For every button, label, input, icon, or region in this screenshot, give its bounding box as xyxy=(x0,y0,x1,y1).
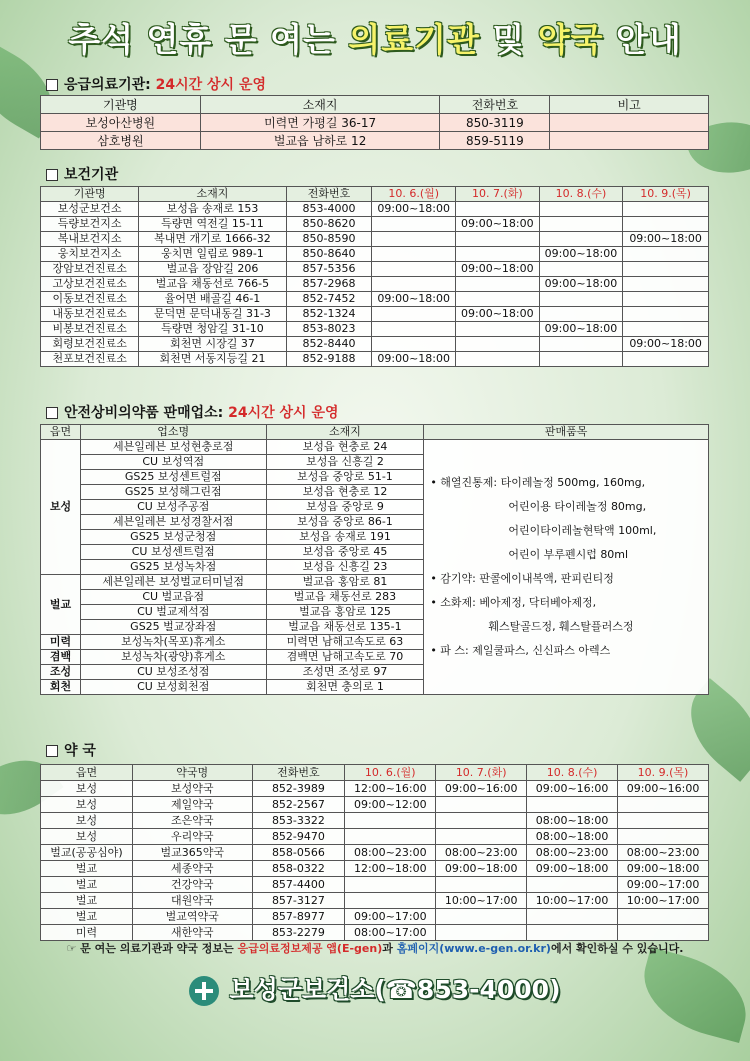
table-cell: 건강약국 xyxy=(132,877,252,893)
store-name: GS25 보성군청점 xyxy=(80,530,266,545)
section-emergency xyxy=(46,74,266,94)
table-cell xyxy=(623,277,709,292)
table-cell xyxy=(372,247,456,262)
sales-item-line: • 파 스: 제일쿨파스, 신신파스 아렉스 xyxy=(430,644,611,657)
table-cell xyxy=(618,925,709,941)
table-cell xyxy=(618,829,709,845)
table-cell: 09:00~18:00 xyxy=(539,322,623,337)
column-header: 판매품목 xyxy=(424,425,709,440)
table-cell: 득량면 청암길 31-10 xyxy=(139,322,286,337)
table-cell xyxy=(539,292,623,307)
table-row xyxy=(41,217,709,232)
table-cell: 08:00~23:00 xyxy=(527,845,618,861)
checkbox-icon xyxy=(46,169,58,181)
table-cell xyxy=(618,909,709,925)
page-title xyxy=(0,14,750,61)
store-address: 보성읍 중앙로 86-1 xyxy=(266,515,424,530)
table-cell xyxy=(456,277,540,292)
table-cell: 회천면 시장길 37 xyxy=(139,337,286,352)
table-cell: 09:00~18:00 xyxy=(456,217,540,232)
table-cell: 고상보건진료소 xyxy=(41,277,139,292)
table-cell: 852-9470 xyxy=(252,829,345,845)
table-cell: 미력면 가평길 36-17 xyxy=(200,114,440,132)
table-cell: 852-3989 xyxy=(252,781,345,797)
store-name: 세븐일레븐 보성현충로점 xyxy=(80,440,266,455)
store-address: 벌교읍 채동선로 283 xyxy=(266,590,424,605)
table-cell: 853-2279 xyxy=(252,925,345,941)
table-cell: 857-5356 xyxy=(286,262,372,277)
title-text: 추석 연휴 문 여는 xyxy=(68,20,349,59)
table-cell: 857-3127 xyxy=(252,893,345,909)
note-website[interactable]: 홈페이지(www.e-gen.or.kr) xyxy=(396,942,551,955)
section-stores xyxy=(46,402,339,422)
table-cell xyxy=(527,797,618,813)
info-note xyxy=(0,940,750,956)
table-cell: 857-4400 xyxy=(252,877,345,893)
column-header: 10. 7.(화) xyxy=(436,765,527,781)
checkbox-icon xyxy=(46,745,58,757)
table-cell: 천포보건진료소 xyxy=(41,352,139,367)
table-row xyxy=(41,893,709,909)
table-cell: 853-4000 xyxy=(286,202,372,217)
table-cell: 내동보건진료소 xyxy=(41,307,139,322)
table-cell: 09:00~16:00 xyxy=(618,781,709,797)
store-name: 보성녹차(광양)휴게소 xyxy=(80,650,266,665)
table-cell: 09:00~12:00 xyxy=(345,797,436,813)
table-cell: 857-8977 xyxy=(252,909,345,925)
stores-table xyxy=(40,424,709,695)
table-cell xyxy=(345,813,436,829)
store-name: 세븐일레븐 보성경찰서점 xyxy=(80,515,266,530)
table-cell: 08:00~23:00 xyxy=(436,845,527,861)
table-cell: 859-5119 xyxy=(440,132,550,150)
column-header: 비고 xyxy=(550,96,709,114)
store-name: GS25 보성녹차점 xyxy=(80,560,266,575)
table-cell: 08:00~17:00 xyxy=(345,925,436,941)
table-cell: 08:00~18:00 xyxy=(527,813,618,829)
store-address: 보성읍 현충로 12 xyxy=(266,485,424,500)
table-cell: 09:00~17:00 xyxy=(345,909,436,925)
table-cell xyxy=(527,877,618,893)
table-cell xyxy=(456,247,540,262)
table-cell: 삼호병원 xyxy=(41,132,201,150)
table-row xyxy=(41,781,709,797)
table-cell: 10:00~17:00 xyxy=(436,893,527,909)
store-name: CU 보성회천점 xyxy=(80,680,266,695)
table-cell: 850-3119 xyxy=(440,114,550,132)
store-address: 벌교읍 홍암로 125 xyxy=(266,605,424,620)
table-cell: 09:00~18:00 xyxy=(623,337,709,352)
column-header: 전화번호 xyxy=(252,765,345,781)
store-address: 보성읍 송재로 191 xyxy=(266,530,424,545)
store-name: GS25 보성해그린점 xyxy=(80,485,266,500)
title-text: 안내 xyxy=(603,20,682,59)
store-name: CU 보성조성점 xyxy=(80,665,266,680)
table-row xyxy=(41,132,709,150)
table-cell: 09:00~18:00 xyxy=(456,307,540,322)
table-cell xyxy=(372,307,456,322)
table-cell: 벌교읍 채동선로 766-5 xyxy=(139,277,286,292)
table-cell: 벌교 xyxy=(41,877,133,893)
section-pharmacy xyxy=(46,740,96,760)
column-header: 읍면 xyxy=(41,765,133,781)
region-cell: 보성 xyxy=(41,440,81,575)
store-name: CU 보성주공점 xyxy=(80,500,266,515)
pharmacy-table xyxy=(40,764,709,941)
section-label: 약 국 xyxy=(64,743,96,759)
column-header: 10. 6.(월) xyxy=(345,765,436,781)
section-label: 안전상비의약품 판매업소: xyxy=(64,405,229,421)
store-address: 회천면 충의로 1 xyxy=(266,680,424,695)
table-cell: 율어면 배골길 46-1 xyxy=(139,292,286,307)
table-cell: 보성군보건소 xyxy=(41,202,139,217)
table-cell: 12:00~16:00 xyxy=(345,781,436,797)
table-cell: 벌교읍 장암길 206 xyxy=(139,262,286,277)
footer-contact: 보성군보건소(☎853-4000) xyxy=(229,975,561,1004)
table-cell: 852-7452 xyxy=(286,292,372,307)
table-cell: 득량보건지소 xyxy=(41,217,139,232)
table-row xyxy=(41,845,709,861)
table-cell: 미력 xyxy=(41,925,133,941)
table-cell xyxy=(436,909,527,925)
table-cell: 이동보건진료소 xyxy=(41,292,139,307)
region-cell: 벌교 xyxy=(41,575,81,635)
column-header: 전화번호 xyxy=(440,96,550,114)
table-cell xyxy=(539,352,623,367)
table-row xyxy=(41,262,709,277)
sales-item-line: 훼스탈골드정, 훼스탈플러스정 xyxy=(488,620,634,633)
table-cell xyxy=(550,132,709,150)
column-header: 10. 6.(월) xyxy=(372,187,456,202)
column-header: 10. 9.(목) xyxy=(618,765,709,781)
column-header: 10. 7.(화) xyxy=(456,187,540,202)
table-cell xyxy=(372,322,456,337)
table-cell: 비봉보건진료소 xyxy=(41,322,139,337)
store-address: 보성읍 신흥길 23 xyxy=(266,560,424,575)
section-label: 응급의료기관: xyxy=(64,77,156,93)
table-cell xyxy=(456,322,540,337)
region-cell: 겸백 xyxy=(41,650,81,665)
table-cell: 09:00~18:00 xyxy=(618,861,709,877)
table-cell xyxy=(345,893,436,909)
table-cell: 09:00~18:00 xyxy=(623,232,709,247)
table-cell: 벌교읍 남하로 12 xyxy=(200,132,440,150)
sales-item-line: 어린이용 타이레놀정 80mg, xyxy=(508,500,647,513)
table-cell: 벌교365약국 xyxy=(132,845,252,861)
column-header: 10. 8.(수) xyxy=(539,187,623,202)
table-cell: 벌교 xyxy=(41,861,133,877)
sales-item-line: 어린이타이레놀현탁액 100ml, xyxy=(508,524,657,537)
table-cell: 12:00~18:00 xyxy=(345,861,436,877)
section-label: 보건기관 xyxy=(64,167,119,183)
table-cell: 09:00~17:00 xyxy=(618,877,709,893)
table-cell xyxy=(527,925,618,941)
note-text: ☞ 문 여는 의료기관과 약국 정보는 xyxy=(66,942,238,955)
table-row xyxy=(41,813,709,829)
sales-items-cell xyxy=(424,440,709,695)
table-cell xyxy=(623,307,709,322)
health-center-logo-icon xyxy=(189,976,219,1006)
table-cell xyxy=(436,813,527,829)
table-row xyxy=(41,861,709,877)
store-address: 겸백면 남해고속도로 70 xyxy=(266,650,424,665)
table-cell: 858-0322 xyxy=(252,861,345,877)
table-cell xyxy=(456,232,540,247)
note-text: 에서 확인하실 수 있습니다. xyxy=(550,942,684,955)
table-row xyxy=(41,925,709,941)
table-cell: 복내보건지소 xyxy=(41,232,139,247)
table-cell: 문덕면 문덕내동길 31-3 xyxy=(139,307,286,322)
title-text: 및 xyxy=(479,20,538,59)
table-row xyxy=(41,322,709,337)
table-cell: 벌교(공공심야) xyxy=(41,845,133,861)
table-cell xyxy=(623,217,709,232)
table-cell xyxy=(436,877,527,893)
table-row xyxy=(41,202,709,217)
footer xyxy=(0,970,750,1006)
table-cell: 852-1324 xyxy=(286,307,372,322)
table-cell: 08:00~23:00 xyxy=(618,845,709,861)
table-cell: 09:00~18:00 xyxy=(372,292,456,307)
table-cell xyxy=(456,337,540,352)
store-address: 벌교읍 홍암로 81 xyxy=(266,575,424,590)
table-cell: 09:00~18:00 xyxy=(372,202,456,217)
table-cell xyxy=(539,337,623,352)
table-cell: 09:00~18:00 xyxy=(372,352,456,367)
table-cell xyxy=(456,352,540,367)
table-row xyxy=(41,337,709,352)
store-address: 조성면 조성로 97 xyxy=(266,665,424,680)
store-address: 보성읍 신흥길 2 xyxy=(266,455,424,470)
table-row xyxy=(41,277,709,292)
table-cell: 벌교역약국 xyxy=(132,909,252,925)
store-name: 세븐일레븐 보성벌교터미널점 xyxy=(80,575,266,590)
table-cell: 세종약국 xyxy=(132,861,252,877)
table-cell: 852-8440 xyxy=(286,337,372,352)
table-cell: 벌교 xyxy=(41,909,133,925)
table-cell xyxy=(372,262,456,277)
table-cell xyxy=(372,337,456,352)
table-cell xyxy=(456,202,540,217)
table-row xyxy=(41,829,709,845)
table-cell: 우리약국 xyxy=(132,829,252,845)
column-header: 읍면 xyxy=(41,425,81,440)
table-cell: 웅치보건지소 xyxy=(41,247,139,262)
table-cell xyxy=(618,813,709,829)
store-address: 벌교읍 채동선로 135-1 xyxy=(266,620,424,635)
table-cell: 853-3322 xyxy=(252,813,345,829)
table-row xyxy=(41,877,709,893)
table-cell: 09:00~18:00 xyxy=(539,277,623,292)
table-cell: 보성 xyxy=(41,797,133,813)
store-address: 보성읍 중앙로 45 xyxy=(266,545,424,560)
table-cell: 850-8620 xyxy=(286,217,372,232)
table-cell: 보성약국 xyxy=(132,781,252,797)
table-row xyxy=(41,440,709,455)
table-cell: 조은약국 xyxy=(132,813,252,829)
table-cell xyxy=(539,217,623,232)
table-cell: 제일약국 xyxy=(132,797,252,813)
store-address: 보성읍 현충로 24 xyxy=(266,440,424,455)
health-table xyxy=(40,186,709,367)
store-address: 보성읍 중앙로 9 xyxy=(266,500,424,515)
store-name: CU 보성센트럴점 xyxy=(80,545,266,560)
table-cell xyxy=(436,925,527,941)
table-row xyxy=(41,909,709,925)
table-cell: 웅치면 일림로 989-1 xyxy=(139,247,286,262)
store-name: CU 벌교읍점 xyxy=(80,590,266,605)
table-cell xyxy=(456,292,540,307)
store-name: GS25 보성센트럴점 xyxy=(80,470,266,485)
section-label-highlight: 24시간 상시 운영 xyxy=(228,405,339,421)
table-cell xyxy=(623,352,709,367)
table-cell: 득량면 역전길 15-11 xyxy=(139,217,286,232)
column-header: 전화번호 xyxy=(286,187,372,202)
column-header: 기관명 xyxy=(41,96,201,114)
table-cell xyxy=(372,232,456,247)
table-cell: 보성아산병원 xyxy=(41,114,201,132)
table-row xyxy=(41,114,709,132)
table-cell xyxy=(345,829,436,845)
table-cell: 852-2567 xyxy=(252,797,345,813)
table-cell: 대원약국 xyxy=(132,893,252,909)
table-cell xyxy=(623,292,709,307)
table-cell: 09:00~18:00 xyxy=(436,861,527,877)
sales-item-line: 어린이 부루펜시럽 80ml xyxy=(508,548,629,561)
table-row xyxy=(41,352,709,367)
column-header: 약국명 xyxy=(132,765,252,781)
sales-item-line: • 해열진통제: 타이레놀정 500mg, 160mg, xyxy=(430,476,646,489)
table-cell xyxy=(539,307,623,322)
table-cell: 09:00~18:00 xyxy=(527,861,618,877)
checkbox-icon xyxy=(46,407,58,419)
table-cell: 복내면 개기로 1666-32 xyxy=(139,232,286,247)
table-cell xyxy=(623,262,709,277)
checkbox-icon xyxy=(46,79,58,91)
note-text: 과 xyxy=(382,942,397,955)
table-cell xyxy=(623,202,709,217)
column-header: 소재지 xyxy=(200,96,440,114)
table-cell: 850-8590 xyxy=(286,232,372,247)
table-cell xyxy=(618,797,709,813)
table-cell: 09:00~16:00 xyxy=(436,781,527,797)
region-cell: 조성 xyxy=(41,665,81,680)
table-cell: 09:00~18:00 xyxy=(456,262,540,277)
sales-item-line: • 감기약: 판콜에이내복액, 판피린티정 xyxy=(430,572,614,585)
table-row xyxy=(41,292,709,307)
emergency-table xyxy=(40,95,709,150)
store-name: 보성녹차(목포)휴게소 xyxy=(80,635,266,650)
table-cell: 10:00~17:00 xyxy=(527,893,618,909)
section-label-highlight: 24시간 상시 운영 xyxy=(155,77,266,93)
table-row xyxy=(41,247,709,262)
table-cell xyxy=(345,877,436,893)
table-cell: 09:00~18:00 xyxy=(539,247,623,262)
table-cell: 853-8023 xyxy=(286,322,372,337)
section-health xyxy=(46,164,118,184)
table-cell: 10:00~17:00 xyxy=(618,893,709,909)
table-row xyxy=(41,307,709,322)
table-row xyxy=(41,232,709,247)
table-cell xyxy=(372,277,456,292)
table-cell: 보성읍 송재로 153 xyxy=(139,202,286,217)
table-cell xyxy=(527,909,618,925)
store-address: 미력면 남해고속도로 63 xyxy=(266,635,424,650)
table-cell xyxy=(623,247,709,262)
table-cell xyxy=(539,232,623,247)
table-cell: 보성 xyxy=(41,781,133,797)
table-cell: 장암보건진료소 xyxy=(41,262,139,277)
table-cell: 회천면 서동지등길 21 xyxy=(139,352,286,367)
title-highlight: 약국 xyxy=(537,20,604,59)
table-cell: 벌교 xyxy=(41,893,133,909)
table-cell: 852-9188 xyxy=(286,352,372,367)
table-cell: 850-8640 xyxy=(286,247,372,262)
column-header: 10. 9.(목) xyxy=(623,187,709,202)
table-row xyxy=(41,797,709,813)
region-cell: 미력 xyxy=(41,635,81,650)
store-name: GS25 벌교장좌점 xyxy=(80,620,266,635)
table-cell: 857-2968 xyxy=(286,277,372,292)
table-cell xyxy=(539,262,623,277)
table-cell: 09:00~16:00 xyxy=(527,781,618,797)
table-cell: 858-0566 xyxy=(252,845,345,861)
table-cell: 08:00~18:00 xyxy=(527,829,618,845)
column-header: 10. 8.(수) xyxy=(527,765,618,781)
table-cell: 보성 xyxy=(41,829,133,845)
table-cell xyxy=(539,202,623,217)
region-cell: 회천 xyxy=(41,680,81,695)
table-cell xyxy=(550,114,709,132)
column-header: 기관명 xyxy=(41,187,139,202)
table-cell: 보성 xyxy=(41,813,133,829)
table-cell: 새한약국 xyxy=(132,925,252,941)
table-cell: 회령보건진료소 xyxy=(41,337,139,352)
column-header: 업소명 xyxy=(80,425,266,440)
sales-item-line: • 소화제: 베아제정, 닥터베아제정, xyxy=(430,596,597,609)
column-header: 소재지 xyxy=(139,187,286,202)
note-app-name: 응급의료정보제공 앱(E-gen) xyxy=(237,942,383,955)
store-name: CU 벌교제석점 xyxy=(80,605,266,620)
store-address: 보성읍 중앙로 51-1 xyxy=(266,470,424,485)
table-cell xyxy=(436,797,527,813)
table-cell xyxy=(436,829,527,845)
table-cell xyxy=(372,217,456,232)
title-highlight: 의료기관 xyxy=(348,20,480,59)
column-header: 소재지 xyxy=(266,425,424,440)
table-cell: 08:00~23:00 xyxy=(345,845,436,861)
store-name: CU 보성역점 xyxy=(80,455,266,470)
table-cell xyxy=(623,322,709,337)
